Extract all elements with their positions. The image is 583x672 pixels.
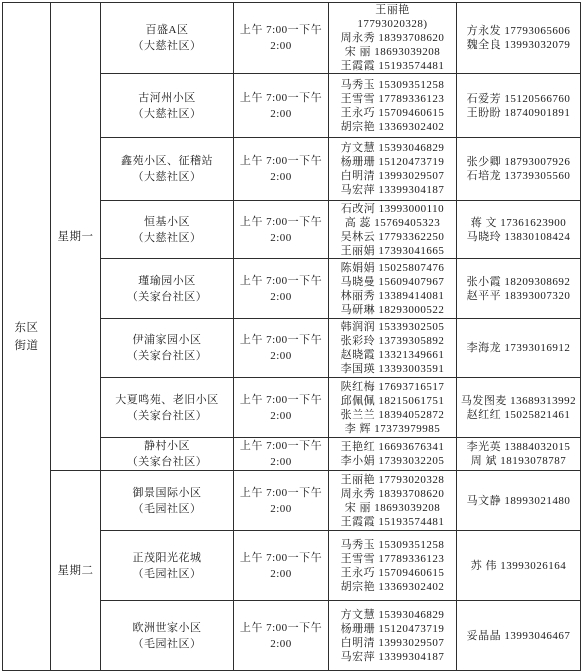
staff-contacts: 陈娟娟 15025807476 马晓曼 15609407967 林丽秀 13389414081 马研琳 18293000522 [329, 259, 457, 319]
liaison-contacts: 马文静 18993021480 [457, 471, 581, 531]
community-location: 古河州小区 （大慈社区） [101, 74, 234, 138]
community-location: 正茂阳光花城 （毛园社区） [101, 531, 234, 601]
staff-contacts: 王丽艳 17793020328) 周永秀 18393708620 宋 丽 18693039208 王霞霞 15193574481 [329, 3, 457, 74]
staff-contacts: 马秀玉 15309351258 王雪雪 17789336123 王永巧 15709460615 胡宗艳 13369302402 [329, 74, 457, 138]
liaison-contacts: 石爱芳 15120566760 王盼盼 18740901891 [457, 74, 581, 138]
liaison-contacts: 张小霞 18209308692 赵平平 18393007320 [457, 259, 581, 319]
staff-contacts: 陕红梅 17693716517 邱佩佩 18215061751 张兰兰 18394052872 李 辉 17373979985 [329, 378, 457, 438]
community-location: 鑫苑小区、征稽站 （大慈社区） [101, 138, 234, 201]
service-time: 上午 7:00一下午 2:00 [234, 531, 329, 601]
table-row [3, 3, 581, 74]
service-time: 上午 7:00一下午 2:00 [234, 201, 329, 259]
service-time: 上午 7:00一下午 2:00 [234, 601, 329, 671]
service-time: 上午 7:00一下午 2:00 [234, 438, 329, 471]
staff-contacts: 石改河 13993000110 高 蕊 15769405323 吴林云 17793362250 王丽娟 17393041665 [329, 201, 457, 259]
staff-contacts: 韩润润 15339302505 张彩玲 13739305892 赵晓霞 13321349661 李国瑛 13393003591 [329, 319, 457, 378]
service-time: 上午 7:00一下午 2:00 [234, 74, 329, 138]
service-time: 上午 7:00一下午 2:00 [234, 3, 329, 74]
liaison-contacts: 李光英 13884032015 周 斌 18193078787 [457, 438, 581, 471]
liaison-contacts: 苏 伟 13993026164 [457, 531, 581, 601]
table-row [3, 471, 581, 531]
service-time: 上午 7:00一下午 2:00 [234, 259, 329, 319]
day-cell-monday: 星期一 [51, 3, 101, 471]
staff-contacts: 方文慧 15393046829 杨珊珊 15120473719 白明清 13993029507 马宏萍 13399304187 [329, 138, 457, 201]
community-location: 百盛A区 （大慈社区） [101, 3, 234, 74]
service-time: 上午 7:00一下午 2:00 [234, 138, 329, 201]
day-cell-tuesday: 星期二 [51, 471, 101, 671]
service-time: 上午 7:00一下午 2:00 [234, 319, 329, 378]
liaison-contacts: 蒋 文 17361623900 马晓玲 13830108424 [457, 201, 581, 259]
schedule-table [2, 2, 581, 671]
staff-contacts: 方文慧 15393046829 杨珊珊 15120473719 白明清 13993029507 马宏萍 13399304187 [329, 601, 457, 671]
service-time: 上午 7:00一下午 2:00 [234, 378, 329, 438]
community-location: 伊浦家园小区 （关家台社区） [101, 319, 234, 378]
liaison-contacts: 方永发 17793065606 魏全良 13993032079 [457, 3, 581, 74]
community-location: 御景国际小区 （毛园社区） [101, 471, 234, 531]
community-location: 静村小区 （关家台社区） [101, 438, 234, 471]
community-location: 瑾瑜园小区 （关家台社区） [101, 259, 234, 319]
staff-contacts: 王丽艳 17793020328 周永秀 18393708620 宋 丽 18693039208 王霞霞 15193574481 [329, 471, 457, 531]
liaison-contacts: 妥晶晶 13993046467 [457, 601, 581, 671]
service-time: 上午 7:00一下午 2:00 [234, 471, 329, 531]
community-location: 恒基小区 （大慈社区） [101, 201, 234, 259]
liaison-contacts: 马发图麦 13689313992 赵红红 15025821461 [457, 378, 581, 438]
community-location: 欧洲世家小区 （毛园社区） [101, 601, 234, 671]
liaison-contacts: 李海龙 17393016912 [457, 319, 581, 378]
staff-contacts: 王艳红 16693676341 李小娟 17393032205 [329, 438, 457, 471]
staff-contacts: 马秀玉 15309351258 王雪雪 17789336123 王永巧 15709460615 胡宗艳 13369302402 [329, 531, 457, 601]
community-location: 大夏鸣苑、老旧小区 （关家台社区） [101, 378, 234, 438]
liaison-contacts: 张少卿 18793007926 石培龙 13739305560 [457, 138, 581, 201]
district-cell: 东区 街道 [3, 3, 51, 671]
